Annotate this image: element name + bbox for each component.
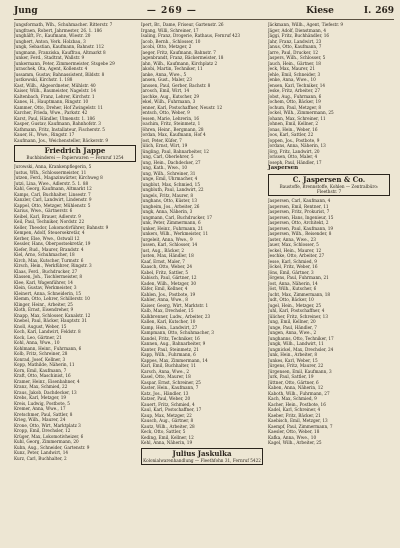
col3-top-list bbox=[268, 22, 390, 165]
directory-entry: Kauer, H., Wwe., Ringstr. 17 bbox=[14, 132, 75, 137]
directory-entry: Jungnickel, Max, Drechsler, 24 bbox=[268, 346, 334, 352]
directory-entry: Jenke, Anna, Wwe., 10 bbox=[268, 77, 316, 82]
directory-entry: Kerber, Else, Wwe., Ostwall 12 bbox=[14, 235, 80, 241]
directory-entry: Junghanns, Otto, Techniker, 17 bbox=[268, 335, 334, 341]
directory-entry: Junkermann, Peter, Zimmermeister, Stsgebe 29 bbox=[14, 60, 115, 66]
directory-entry: Jungmann, Carl, Buchdrucker, 17 bbox=[141, 214, 213, 220]
directory-entry: Kaufmann, Jos., Weichensteller, Bäckerstr. 9 bbox=[14, 137, 109, 143]
directory-entry: Jugel, Hein., Metzger, 25 bbox=[268, 302, 322, 308]
directory-entry: Keck, Otto, Sattler, 5 bbox=[141, 429, 186, 434]
directory-entry: Konrad, Josef, Kellner, 3 bbox=[14, 356, 66, 362]
header-right: Kiese bbox=[306, 6, 334, 16]
directory-entry: Jaschke, Aug., Kutscher, 29 bbox=[141, 93, 200, 99]
header-column-marker: I. bbox=[363, 6, 372, 16]
directory-entry: Jeck, Max, Maurer, 21 bbox=[268, 66, 316, 71]
directory-entry: Jörg, Fritz, Landwirt, 20 bbox=[268, 148, 320, 154]
advert-julius-jaskulka bbox=[141, 448, 263, 465]
directory-entry: Kaebisch, Emil, Metzger, 13 bbox=[268, 418, 328, 423]
directory-entry: Klemm, Otto, Lehrer, Schillerstr. 10 bbox=[14, 296, 90, 301]
directory-entry: Kraft, Otto, Maschinist, 16 bbox=[14, 373, 71, 378]
directory-entry: Justen, Max, Händler, 18 bbox=[141, 253, 194, 258]
directory-entry: Jekel, Wilh., Fuhrmann, 3 bbox=[141, 99, 196, 104]
directory-entry: Klee, Karl, Wagenführer, 14 bbox=[14, 279, 73, 285]
col2-top-list bbox=[141, 22, 263, 446]
directory-entry: Junkes, Karl, Weber, 15 bbox=[268, 357, 318, 363]
directory-entry: Jordan, Max, Kaufmann, Hof 4 bbox=[141, 132, 206, 137]
directory-entry: Kirsch, Hein., Werkführer, Ringstr. 3 bbox=[14, 263, 92, 268]
directory-entry: Kappes, Max, Zimmermann, 14 bbox=[141, 357, 208, 363]
directory-entry: Kropp, Emil, Drechsler, 12 bbox=[14, 428, 71, 433]
directory-entry: Jungbluth, Paul, Landwirt, 22 bbox=[141, 187, 204, 192]
directory-entry: Jauer, Max, Schlosser, 5 bbox=[268, 242, 319, 247]
directory-entry: Kamps, Carl, Buchhalter, Linsestr. 7 bbox=[14, 191, 91, 197]
directory-entry: Jacobi, Otto, Metzger, 2 bbox=[141, 44, 192, 49]
directory-entry: Jutzen, Ferd., Magazinwärter, Kirchweg 8 bbox=[14, 175, 103, 180]
directory-entry: Kaster, Hein., Kaufmann, 7 bbox=[141, 385, 199, 390]
directory-entry: Junker, Ferd., Stadtrat, Wallstr. 9 bbox=[14, 55, 85, 60]
directory-entry: Knoll, August, Weber, 15 bbox=[14, 323, 67, 329]
directory-entry: Jahr, Franz, Landwirt, 23 bbox=[268, 38, 322, 44]
directory-entry: Jensen, Karl, Techniker, 14 bbox=[268, 82, 326, 88]
directory-entry: Kessler, Hans, Oberpostsekretär, 19 bbox=[14, 241, 91, 246]
directory-entry: Kirch, Max, Kutscher, Turmstr. 6 bbox=[14, 257, 84, 263]
directory-entry: Karl, Emil, Buchhalter, 11 bbox=[141, 363, 197, 368]
header-rule bbox=[14, 19, 394, 20]
directory-entry: Kasel, Otto, Maurer, 18 bbox=[141, 374, 191, 379]
directory-entry: Jaeger, Fritz, Kaufmann, Bahnstr. 7 bbox=[141, 49, 216, 55]
directory-entry: Juhl, Karl, Postschaffner, 4 bbox=[268, 308, 325, 313]
directory-entry: Just, Aug., Bäcker, 2 bbox=[141, 247, 185, 253]
directory-entry: Joachim, Fritz, Steinmetz, 1 bbox=[141, 121, 201, 126]
directory-entry: Jutzi, Lina, Wwe., Adlerstr. 5. 1. 88 bbox=[14, 180, 89, 186]
directory-entry: Jochum, Paul, Metzger, 8 bbox=[268, 104, 322, 110]
directory-entry: Jung, Emil, Kellner, 20 bbox=[268, 319, 316, 324]
directory-entry: Jöhren, Heinr., Bergmann, 28 bbox=[141, 126, 204, 132]
directory-entry: Kautz, Wilh., Arbeiter, 28 bbox=[141, 423, 195, 429]
directory-entry: Jungk, Wilh., Landwirt, 11 bbox=[268, 341, 324, 346]
directory-entry: Krone, Otto, Wirt, Marktplatz 3 bbox=[14, 422, 81, 428]
directory-entry: Jungsformath, Wlh., Schuhmacher. Ritterstr. 7 bbox=[14, 22, 113, 27]
directory-entry: Kaltenbach, Franz, Lehrer, Kirchstr. 1 bbox=[14, 93, 95, 99]
directory-entry: Jungk, Anna, Näherin, 3 bbox=[141, 209, 193, 214]
directory-entry: Kahler, Anna, Wwe., 8 bbox=[141, 297, 188, 302]
directory-entry: Klassen, Joh., Tischlermeister, 8 bbox=[14, 274, 83, 279]
columns bbox=[14, 22, 394, 467]
directory-entry: Jeckel, Hein., Maurer, 12 bbox=[268, 247, 322, 253]
directory-entry: Jung, Wilh., Schreiner, 31 bbox=[141, 170, 196, 176]
directory-entry: Jung, Kath., Wwe., 10 bbox=[141, 165, 188, 170]
directory-entry: Irgang, Willi, Schreiner, 17 bbox=[141, 27, 199, 33]
directory-entry: Jülicher, Fritz, Schreiner, 13 bbox=[268, 313, 329, 319]
header-page-number: — 269 — bbox=[146, 6, 197, 16]
directory-entry: Jaspersen, Hans, Ingenieur, 15 bbox=[268, 214, 334, 220]
directory-entry: Jaspersen, Fritz, Prokurist, 7 bbox=[268, 209, 330, 214]
directory-entry: Karst, Paul, Händler, Ulmenstr. 1. 186 bbox=[14, 115, 95, 121]
directory-entry: Kausch, Aug., Gärtner, 8 bbox=[141, 418, 194, 423]
directory-entry: Kahlen, Jos., Postbote, 19 bbox=[141, 291, 196, 297]
directory-entry: Kalkbrenner, Ludw., Arbeiter, 23 bbox=[141, 313, 211, 319]
directory-entry: Kathmann, Fritz, Installateur, Fischerstr. 5 bbox=[14, 126, 105, 132]
directory-entry: Jung, Carl, Oberlehrer, 5 bbox=[141, 154, 194, 159]
directory-entry: Kacher, Hein., Postbote, 16 bbox=[268, 401, 326, 407]
directory-entry: Jurgeleit, Anna, Wwe., 9 bbox=[141, 236, 193, 242]
directory-entry: Jobst, Aug., Fuhrmann, 6 bbox=[268, 93, 322, 99]
directory-entry: Jeske, Fritz, Arbeiter, 27 bbox=[268, 88, 320, 93]
directory-entry: Jarre, Paul, Drucker, 12 bbox=[268, 49, 319, 55]
directory-entry: Jost, Anna, Näherin, 14 bbox=[268, 280, 318, 286]
directory-entry: Jagenbrandt, Franz, Bäckermeister, 18 bbox=[141, 55, 224, 60]
directory-entry: Jaspersen, Carl, Kaufmann, 4 bbox=[268, 198, 331, 203]
directory-entry: Jungfraen, Robert, Jahrmester, 26. 1. 186 bbox=[14, 27, 102, 33]
directory-entry: Johann, Max, Schreiner, 11 bbox=[268, 115, 326, 121]
directory-entry: Kampmann, Otto, Schuhmacher, 3 bbox=[141, 330, 214, 335]
directory-entry: Jahn, Wilh., Kaufmann, Kirchplatz 2 bbox=[141, 60, 218, 66]
directory-entry: Junghälft, Fr., Kaufmann, Wiestr. 20 bbox=[14, 33, 91, 38]
directory-entry: Kannen, Aug., Bahnarbeiter, 9 bbox=[141, 341, 206, 346]
directory-entry: Jöst, Wilh., Kutscher, 6 bbox=[268, 286, 317, 291]
directory-entry: Jehle, Emil, Schneider, 3 bbox=[268, 71, 321, 77]
directory-entry: Karsch, Anna, Wwe., 2 bbox=[141, 368, 190, 374]
directory-entry: Kaasch, Otto, Weber, 24 bbox=[141, 264, 193, 269]
column-3 bbox=[268, 22, 390, 467]
directory-entry: Isaling, Franz, Drogerie, Rathaus, Fernruf 423 bbox=[141, 33, 241, 38]
directory-entry: Kretschmer, Paul, Sattler, 8 bbox=[14, 411, 73, 417]
directory-entry: Jungk, Sebastian, Kaufmann, Bahnstr. 112 bbox=[14, 44, 104, 49]
directory-entry: Keil, Paul, Techniker, Nordstr. 22 bbox=[14, 219, 85, 224]
directory-entry: Jost, Peter, Küfer, 7 bbox=[141, 137, 182, 143]
directory-entry: Keibel, Karl, Brauer, Adlerstr. 9 bbox=[14, 213, 81, 219]
directory-entry: Kopp, Mathilde, Näherin, 11 bbox=[14, 362, 75, 367]
directory-entry: Kanzler, Carl, Landwirt, Lindenstr. 9 bbox=[14, 197, 92, 202]
directory-entry: Jarosch, Emil, Wirt, 14 bbox=[141, 88, 190, 93]
directory-entry: Jesse, Karl, Schmied, 9 bbox=[268, 258, 317, 264]
directory-entry: Junkers, Wilh., Werkmeister, 11 bbox=[141, 231, 209, 236]
directory-entry: Judt, Otto, Bäcker, 10 bbox=[268, 297, 314, 302]
directory-entry: Jorissen, Otto, Maler, 4 bbox=[268, 154, 318, 159]
section-heading: Jaspersen bbox=[268, 165, 299, 171]
directory-entry: Joseph, Paul, Händler, 17 bbox=[268, 159, 322, 165]
directory-entry: Joos, Karl, Sattler, 22 bbox=[268, 132, 314, 137]
directory-entry: Kuhn, Aug., Schneider, Gartenstr. 9 bbox=[14, 444, 90, 450]
directory-entry: Jaster, Anna, Wwe., 23 bbox=[268, 236, 316, 242]
directory-entry: Kehl, Anna, Näherin, 19 bbox=[141, 440, 193, 445]
directory-entry: Jaspersen, Otto, Architekt, 2 bbox=[268, 220, 329, 225]
directory-entry: Jöns, Emil, Gärtner, 3 bbox=[268, 269, 314, 275]
directory-entry: Kandel, Fritz, Techniker, 16 bbox=[141, 335, 200, 341]
directory-entry: Käfer, Emil, Kellner, 4 bbox=[141, 286, 188, 291]
directory-entry: Kreis, Ludwig, Postbote, 5 bbox=[14, 400, 70, 406]
directory-entry: Kolb, Fritz, Schreiner, 28 bbox=[14, 351, 68, 356]
directory-entry: Junghans, Otto, Küster, 13 bbox=[141, 198, 198, 203]
directory-entry: Jentsch, Otto, Weber, 9 bbox=[141, 110, 190, 115]
directory-entry: Janus, Otto, Kaufmann, 7 bbox=[268, 44, 322, 49]
directory-entry: Karcher, Frieda, Wwe., Parkstr. 42 bbox=[14, 110, 88, 115]
directory-entry: Jäggi, Fritz, Buchhändler, 16 bbox=[268, 33, 330, 38]
directory-entry: Jurowski, Anna, Krankenpflegerin, 5 bbox=[14, 164, 92, 169]
directory-entry: Korn, Emil, Kaufmann, 7 bbox=[14, 367, 67, 373]
directory-entry: Kaul, Karl, Postschaffner, 17 bbox=[141, 407, 202, 412]
directory-entry: Jürgens, Fritz, Maurer, 22 bbox=[268, 363, 324, 368]
directory-entry: Kaiser, Wilh., Baumeister, Nagelstr. 14 bbox=[14, 88, 96, 93]
header-page: 269 bbox=[375, 6, 394, 16]
directory-entry: Jüngling, Paul, Bahnarbeiter, 12 bbox=[141, 148, 209, 154]
directory-entry: Kaben, Anna, Näherin, 12 bbox=[268, 385, 324, 390]
directory-entry: Johnen, Emil, Kellner, 2 bbox=[268, 121, 319, 126]
directory-entry: Kahl, Georg, Kaufmann, Altmarkt 12 bbox=[14, 186, 92, 191]
directory-entry: Jaspersen, Emil, Rentner, 11 bbox=[268, 203, 329, 209]
directory-entry: Klaas, Ferd., Buchdrucker, 27 bbox=[14, 268, 78, 274]
directory-entry: Jungmann, Franziska, Kauffrau, Altmarkt 8 bbox=[14, 49, 106, 55]
directory-entry: Jaspers, Wilh., Schlosser, 5 bbox=[268, 55, 326, 60]
directory-entry: Joppen, Jos., Postbote, 9 bbox=[268, 137, 320, 143]
directory-entry: Kammer, Otto, Dreher, Hof Zwingelstr. 11 bbox=[14, 104, 103, 110]
directory-entry: Jäckmann, Willh., Agent, Tiefestr. 9 bbox=[268, 22, 344, 27]
directory-entry: Kaup, Max, Metzger, 22 bbox=[141, 412, 192, 418]
directory-entry: Kaesler, Otto, Weber, 18 bbox=[268, 429, 320, 434]
directory-entry: Jäger, Adolf, Dienstmann, 4 bbox=[268, 27, 327, 33]
directory-entry: Junge, Emil, Uhrmacher, 4 bbox=[141, 176, 198, 181]
directory-entry: Kanter, Paul, Steinmetz, 21 bbox=[141, 346, 199, 352]
directory-entry: Kaboth, Wilh., Fuhrmann, 27 bbox=[268, 390, 330, 396]
directory-entry: Klein, Gustav, Werkmeister, 3 bbox=[14, 285, 77, 290]
directory-entry: Jürgensen, Emil, Kaufmann, 3 bbox=[268, 368, 332, 374]
directory-entry: Jussen, Karl, Schlosser, 14 bbox=[141, 242, 198, 247]
directory-entry: Jonas, Hein., Weber, 16 bbox=[268, 126, 318, 132]
directory-entry: Junker, Heinr., Fuhrmann, 21 bbox=[141, 225, 204, 231]
directory-entry: Kallen, Karl, Kutscher, 10 bbox=[141, 319, 196, 324]
directory-entry: Katz, Jos., Händler, 13 bbox=[141, 390, 189, 396]
directory-entry: Jörgens, Paul, Fuhrmann, 21 bbox=[268, 275, 329, 280]
directory-entry: Jansen, Gust., Maler, 23 bbox=[141, 77, 192, 82]
directory-entry: Kasper, Gustav, Kaufmann, Bahnhofstr. 3 bbox=[14, 121, 101, 126]
directory-entry: Kalb, Max, Drechsler, 15 bbox=[141, 308, 194, 313]
directory-entry: Jungheim, Jos., Arbeiter, 26 bbox=[141, 203, 200, 209]
advert-subtitle: Buchbinderei — Papierwaren — Fernruf 1254 bbox=[26, 155, 124, 160]
directory-entry: Junge, Paul, Händler, 7 bbox=[268, 324, 317, 330]
directory-entry: Kohl, Anna, Wwe., 10 bbox=[14, 340, 60, 345]
advert-friedrich-jappe bbox=[14, 145, 136, 162]
directory-entry: Junghert, Anton, Verk. Holzbau, 3 bbox=[14, 38, 86, 44]
directory-entry: Jungen, Anna, Wwe., 2 bbox=[268, 330, 317, 335]
directory-entry: Kafka, Anna, Wwe., 10 bbox=[268, 434, 317, 440]
directory-entry: Kock, Leo, Gärtner, 21 bbox=[14, 334, 62, 340]
directory-entry: Jordans, Anna, Näherin, 13 bbox=[268, 143, 326, 148]
directory-entry: Jungels, Fritz, Maurer, 8 bbox=[141, 192, 194, 198]
directory-entry: Kiefer, Rud., Maurer, Brandstr. 4 bbox=[14, 246, 84, 252]
directory-entry: Kanes, H., Hauptmann, Ringstr. 10 bbox=[14, 99, 89, 104]
directory-entry: Janssen, Paul, Gerber, Bachstr. 8 bbox=[141, 82, 211, 88]
directory-entry: Kleinert, Anna, Schneiderin, 15 bbox=[14, 290, 81, 296]
directory-entry: Jussamm, Gustav, Bahnassistent, Bildstr. 8 bbox=[14, 71, 105, 77]
directory-entry: Jeschke, Otto, Arbeiter, 27 bbox=[268, 253, 325, 258]
directory-entry: Kempen, Adolf, Steuersekretär, 4 bbox=[14, 230, 85, 235]
directory-entry: Krebs, Karl, Metzger, 19 bbox=[14, 395, 67, 400]
col3-bottom-list bbox=[268, 198, 390, 446]
header-left: Jung bbox=[14, 6, 38, 16]
directory-entry: Keding, Emil, Kellner, 12 bbox=[141, 434, 194, 440]
directory-entry: Kadel, Karl, Schreiner, 4 bbox=[268, 407, 321, 412]
directory-entry: Kremer, Anna, Wwe., 17 bbox=[14, 406, 66, 411]
directory-entry: Knapp, Max, Schlosser, Kanalstr. 12 bbox=[14, 312, 91, 318]
directory-entry: Jaspersen, Wilh., Reisender, 8 bbox=[268, 231, 332, 236]
directory-entry: Kapp, Wilh., Fuhrmann, 6 bbox=[141, 352, 196, 357]
column-2 bbox=[141, 22, 263, 467]
directory-entry: Kaiser, Georg, Wirt, Marktstr. 1 bbox=[141, 302, 209, 308]
directory-entry: Jenner, Karl, Postschaffner, Neustr. 12 bbox=[141, 104, 223, 110]
directory-entry: Justkowski, Kirchstr. 1. 188 bbox=[14, 77, 73, 82]
directory-entry: Jülich, Ernst, Wirt, 19 bbox=[141, 143, 188, 148]
directory-entry: Jüttner, Otto, Gärtner, 6 bbox=[268, 379, 319, 385]
directory-entry: Kunz, Peter, Landwirt, 14 bbox=[14, 450, 69, 455]
directory-entry: Krieg, Wilh., Maurer, 24 bbox=[14, 417, 66, 422]
directory-entry: Juraschek, Ota, Agent, Kollenstr. 4 bbox=[14, 66, 88, 71]
directory-entry: Kurz, Carl, Buchhalter, 2 bbox=[14, 455, 67, 461]
directory-entry: Karius, Wwe., Gärtnerstr. 6 bbox=[14, 208, 73, 213]
page-header bbox=[14, 6, 394, 18]
directory-entry: Kiel, Arno, Schuhmacher, 18 bbox=[14, 252, 75, 257]
directory-entry: Kauert, Fritz, Schmied, 4 bbox=[141, 401, 195, 407]
directory-entry: Jöckel, Fritz, Weber, 16 bbox=[268, 264, 318, 269]
directory-entry: Kagel, Wilh., Arbeiter, 25 bbox=[268, 440, 322, 445]
directory-entry: Ipert, Br., Dame, Friseur, Gartenstr. 26 bbox=[141, 22, 224, 27]
directory-entry: Kaeber, Fritz, Bäcker, 21 bbox=[268, 412, 321, 418]
directory-entry: Junk, Hein., Arbeiter, 8 bbox=[268, 352, 317, 357]
advert-title: Friedrich Jappe bbox=[44, 146, 106, 155]
directory-entry: Kaempf, Paul, Zimmermann, 7 bbox=[268, 423, 333, 429]
directory-entry: Kamp, Hein., Landwirt, 27 bbox=[141, 324, 198, 330]
directory-entry: Kuhl, Georg, Zimmermann, 20 bbox=[14, 439, 79, 444]
directory-entry: Kohlmann, Heinr., Fuhrmann, 6 bbox=[14, 345, 82, 351]
directory-entry: Kaaf, Ernst, Maler, 7 bbox=[141, 258, 185, 264]
directory-entry: Jakobi, Martin, Techniker, 11 bbox=[141, 66, 203, 71]
directory-entry: Jessen, Marie, Lehrerin, 16 bbox=[141, 115, 200, 121]
directory-entry: Kabisch, Paul, Gärtner, 12 bbox=[141, 275, 197, 280]
directory-entry: Kappel, Otto, Metzger, Mühlenstr. 5 bbox=[14, 202, 91, 208]
directory-entry: Junk, Peter, Zimmermann, 6 bbox=[141, 220, 201, 225]
directory-entry: Kranz, Max, Schmied, 22 bbox=[14, 384, 68, 389]
directory-entry: Krüger, Max, Lokomotivheizer, 6 bbox=[14, 433, 84, 439]
directory-entry: Jochem, Otto, Bäcker, 19 bbox=[268, 99, 321, 104]
directory-entry: Jucht, Max, Zimmermann, 18 bbox=[268, 291, 331, 297]
advert-title: C. Jaspersen & Co. bbox=[292, 175, 366, 184]
directory-entry: Kloth, Ernst, Eisendreher, 9 bbox=[14, 307, 74, 312]
directory-entry: Keller, Theodor, Lokomotivführer, Bahnstr. 9 bbox=[14, 224, 109, 230]
directory-entry: Jurk, Paul, Sattler, 19 bbox=[268, 374, 314, 379]
directory-entry: Katzer, Paul, Weber, 20 bbox=[141, 396, 191, 401]
directory-entry: Jauch, Hein., Gärtner, 18 bbox=[268, 60, 321, 66]
directory-entry: Kaden, Wilh., Metzger, 30 bbox=[141, 280, 197, 286]
directory-entry: Kraus, Jakob, Dachdecker, 13 bbox=[14, 389, 77, 395]
directory-entry: Jockel, Wilh., Zimmermann, 25 bbox=[268, 110, 334, 115]
directory-entry: Kramer, Heinr., Eisenbahner, 4 bbox=[14, 378, 80, 384]
directory-entry: Jaspersen, Paul, Kaufmann, 19 bbox=[268, 225, 334, 231]
directory-entry: Jung, Hein., Dachdecker, 27 bbox=[141, 159, 201, 165]
directory-entry: Jacob, Bernh., Schlosser, 10 bbox=[141, 38, 201, 44]
advert-subtitle: Baustoffe, Brennstoffe, Kohlen — Zentralbüro: Fleethstr. 7 bbox=[279, 184, 379, 194]
directory-entry: Jungblut, Max, Schmied, 15 bbox=[141, 181, 200, 187]
col1-top-list bbox=[14, 22, 136, 143]
column-1 bbox=[14, 22, 136, 467]
advert-subtitle: Kolonialwarenhandlung — Fleethfohn 31, Fernruf 5422 bbox=[143, 457, 261, 463]
directory-entry: Janke, Anna, Wwe., 5 bbox=[141, 71, 187, 77]
directory-entry: Justus, Wlh., Schlossermeister, 11 bbox=[14, 169, 87, 175]
directory-entry: Kaspar, Ernst, Schreiner, 25 bbox=[141, 379, 201, 385]
directory-entry: Kach, Max, Schmied, 9 bbox=[268, 396, 317, 401]
col1-bottom-list bbox=[14, 164, 136, 461]
directory-entry: Klinger, Heinr., Arbeiter, 25 bbox=[14, 301, 73, 307]
directory-entry: Kabel, Fritz, Sattler, 5 bbox=[141, 269, 188, 275]
directory-entry: Kast, Wilh., Abgeordneter, Mühlstr. 40 bbox=[14, 82, 96, 88]
advert-title: Julius Jaskulka bbox=[172, 448, 232, 458]
directory-entry: Knebel, Paul, Bäcker, Hauptstr. 31 bbox=[14, 318, 87, 323]
advert-jaspersen bbox=[268, 174, 390, 196]
directory-entry: Koch, Karl, Landwirt, Feldstr. 8 bbox=[14, 329, 81, 334]
